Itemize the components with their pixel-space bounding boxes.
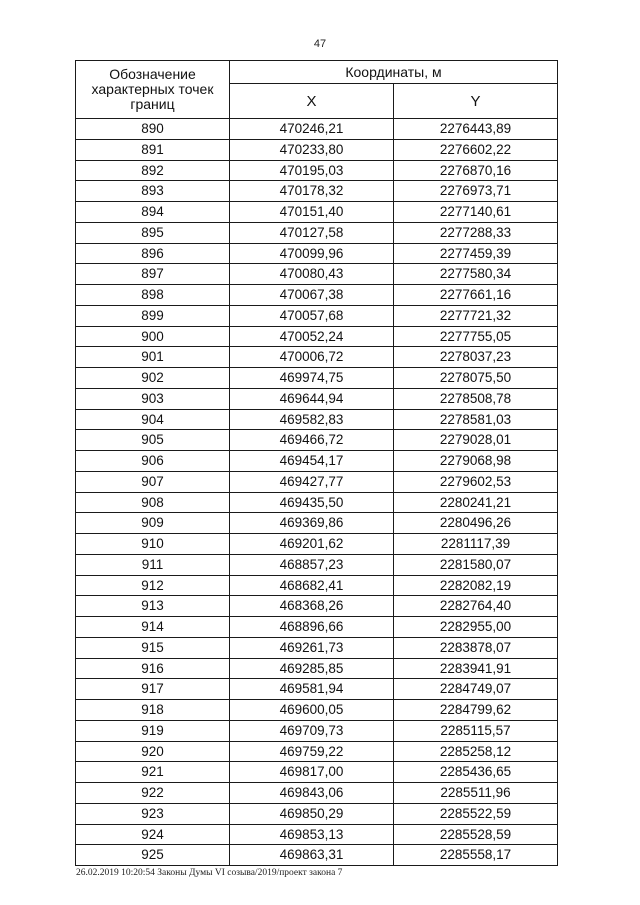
point-id-cell: 901: [76, 347, 230, 368]
y-coordinate-cell: 2282082,19: [394, 575, 558, 596]
y-coordinate-cell: 2285115,57: [394, 720, 558, 741]
x-coordinate-cell: 468857,23: [230, 554, 394, 575]
x-coordinate-cell: 470127,58: [230, 222, 394, 243]
point-id-cell: 891: [76, 139, 230, 160]
point-id-cell: 925: [76, 845, 230, 866]
x-coordinate-cell: 469843,06: [230, 783, 394, 804]
y-coordinate-cell: 2281580,07: [394, 554, 558, 575]
point-id-cell: 892: [76, 160, 230, 181]
y-coordinate-cell: 2277721,32: [394, 305, 558, 326]
y-coordinate-cell: 2285528,59: [394, 824, 558, 845]
x-coordinate-cell: 469759,22: [230, 741, 394, 762]
table-row: [76, 824, 558, 845]
table-row: [76, 409, 558, 430]
x-coordinate-cell: 469600,05: [230, 700, 394, 721]
x-coordinate-cell: 470246,21: [230, 119, 394, 140]
y-coordinate-cell: 2282764,40: [394, 596, 558, 617]
table-row: [76, 803, 558, 824]
point-id-cell: 895: [76, 222, 230, 243]
point-id-cell: 923: [76, 803, 230, 824]
table-row: [76, 326, 558, 347]
y-coordinate-cell: 2276870,16: [394, 160, 558, 181]
page-number: 47: [313, 38, 327, 50]
table-row: [76, 554, 558, 575]
table-row: [76, 762, 558, 783]
header-coordinates: Координаты, м: [230, 61, 558, 84]
table-row: [76, 471, 558, 492]
x-coordinate-cell: 469427,77: [230, 471, 394, 492]
y-coordinate-cell: 2277459,39: [394, 243, 558, 264]
y-coordinate-cell: 2277140,61: [394, 202, 558, 223]
table-row: [76, 658, 558, 679]
x-coordinate-cell: 469850,29: [230, 803, 394, 824]
x-coordinate-cell: 469454,17: [230, 451, 394, 472]
table-row: [76, 202, 558, 223]
x-coordinate-cell: 469435,50: [230, 492, 394, 513]
x-coordinate-cell: 469285,85: [230, 658, 394, 679]
point-id-cell: 916: [76, 658, 230, 679]
point-id-cell: 915: [76, 637, 230, 658]
y-coordinate-cell: 2280496,26: [394, 513, 558, 534]
x-coordinate-cell: 469582,83: [230, 409, 394, 430]
table-body: [76, 119, 558, 866]
x-coordinate-cell: 468682,41: [230, 575, 394, 596]
table-row: [76, 388, 558, 409]
point-id-cell: 924: [76, 824, 230, 845]
point-id-cell: 908: [76, 492, 230, 513]
table-row: [76, 430, 558, 451]
point-id-cell: 896: [76, 243, 230, 264]
point-id-cell: 918: [76, 700, 230, 721]
y-coordinate-cell: 2281117,39: [394, 534, 558, 555]
point-id-cell: 897: [76, 264, 230, 285]
table-row: [76, 181, 558, 202]
table-header-row-top: [76, 61, 558, 84]
x-coordinate-cell: 469863,31: [230, 845, 394, 866]
x-coordinate-cell: 469201,62: [230, 534, 394, 555]
point-id-cell: 909: [76, 513, 230, 534]
y-coordinate-cell: 2276973,71: [394, 181, 558, 202]
coordinates-table: [75, 60, 558, 866]
y-coordinate-cell: 2285436,65: [394, 762, 558, 783]
point-id-cell: 900: [76, 326, 230, 347]
x-coordinate-cell: 469369,86: [230, 513, 394, 534]
x-coordinate-cell: 469853,13: [230, 824, 394, 845]
point-id-cell: 921: [76, 762, 230, 783]
table-row: [76, 305, 558, 326]
x-coordinate-cell: 469709,73: [230, 720, 394, 741]
table-row: [76, 845, 558, 866]
x-coordinate-cell: 470178,32: [230, 181, 394, 202]
y-coordinate-cell: 2285258,12: [394, 741, 558, 762]
y-coordinate-cell: 2285511,96: [394, 783, 558, 804]
x-coordinate-cell: 470195,03: [230, 160, 394, 181]
y-coordinate-cell: 2279028,01: [394, 430, 558, 451]
y-coordinate-cell: 2277580,34: [394, 264, 558, 285]
x-coordinate-cell: 469817,00: [230, 762, 394, 783]
table-row: [76, 285, 558, 306]
table-row: [76, 679, 558, 700]
table-row: [76, 119, 558, 140]
x-coordinate-cell: 468896,66: [230, 617, 394, 638]
table-row: [76, 222, 558, 243]
y-coordinate-cell: 2279602,53: [394, 471, 558, 492]
point-id-cell: 902: [76, 368, 230, 389]
header-x: X: [230, 84, 394, 119]
y-coordinate-cell: 2282955,00: [394, 617, 558, 638]
x-coordinate-cell: 469466,72: [230, 430, 394, 451]
table-row: [76, 451, 558, 472]
x-coordinate-cell: 468368,26: [230, 596, 394, 617]
y-coordinate-cell: 2279068,98: [394, 451, 558, 472]
header-y: Y: [394, 84, 558, 119]
table-row: [76, 139, 558, 160]
table-row: [76, 720, 558, 741]
point-id-cell: 907: [76, 471, 230, 492]
table-row: [76, 160, 558, 181]
point-id-cell: 903: [76, 388, 230, 409]
point-id-cell: 906: [76, 451, 230, 472]
point-id-cell: 905: [76, 430, 230, 451]
y-coordinate-cell: 2283878,07: [394, 637, 558, 658]
y-coordinate-cell: 2278037,23: [394, 347, 558, 368]
x-coordinate-cell: 470006,72: [230, 347, 394, 368]
y-coordinate-cell: 2276443,89: [394, 119, 558, 140]
point-id-cell: 894: [76, 202, 230, 223]
y-coordinate-cell: 2283941,91: [394, 658, 558, 679]
table-row: [76, 347, 558, 368]
point-id-cell: 899: [76, 305, 230, 326]
y-coordinate-cell: 2278581,03: [394, 409, 558, 430]
y-coordinate-cell: 2278508,78: [394, 388, 558, 409]
point-id-cell: 893: [76, 181, 230, 202]
x-coordinate-cell: 470099,96: [230, 243, 394, 264]
point-id-cell: 910: [76, 534, 230, 555]
x-coordinate-cell: 470080,43: [230, 264, 394, 285]
table-row: [76, 264, 558, 285]
y-coordinate-cell: 2276602,22: [394, 139, 558, 160]
y-coordinate-cell: 2277755,05: [394, 326, 558, 347]
point-id-cell: 919: [76, 720, 230, 741]
x-coordinate-cell: 470151,40: [230, 202, 394, 223]
table-row: [76, 700, 558, 721]
table-row: [76, 637, 558, 658]
x-coordinate-cell: 469261,73: [230, 637, 394, 658]
y-coordinate-cell: 2277661,16: [394, 285, 558, 306]
table-row: [76, 617, 558, 638]
point-id-cell: 912: [76, 575, 230, 596]
x-coordinate-cell: 469974,75: [230, 368, 394, 389]
table-row: [76, 513, 558, 534]
table-row: [76, 783, 558, 804]
point-id-cell: 920: [76, 741, 230, 762]
x-coordinate-cell: 469644,94: [230, 388, 394, 409]
table-row: [76, 492, 558, 513]
y-coordinate-cell: 2285522,59: [394, 803, 558, 824]
table-row: [76, 741, 558, 762]
point-id-cell: 904: [76, 409, 230, 430]
y-coordinate-cell: 2280241,21: [394, 492, 558, 513]
point-id-cell: 898: [76, 285, 230, 306]
x-coordinate-cell: 469581,94: [230, 679, 394, 700]
y-coordinate-cell: 2284749,07: [394, 679, 558, 700]
table-row: [76, 596, 558, 617]
y-coordinate-cell: 2277288,33: [394, 222, 558, 243]
point-id-cell: 911: [76, 554, 230, 575]
header-designation: Обозначение характерных точек границ: [76, 61, 230, 119]
table-row: [76, 243, 558, 264]
point-id-cell: 913: [76, 596, 230, 617]
x-coordinate-cell: 470233,80: [230, 139, 394, 160]
table-row: [76, 575, 558, 596]
table-row: [76, 534, 558, 555]
point-id-cell: 917: [76, 679, 230, 700]
y-coordinate-cell: 2278075,50: [394, 368, 558, 389]
x-coordinate-cell: 470057,68: [230, 305, 394, 326]
y-coordinate-cell: 2284799,62: [394, 700, 558, 721]
y-coordinate-cell: 2285558,17: [394, 845, 558, 866]
x-coordinate-cell: 470067,38: [230, 285, 394, 306]
table-row: [76, 368, 558, 389]
point-id-cell: 914: [76, 617, 230, 638]
point-id-cell: 922: [76, 783, 230, 804]
footer-note: 26.02.2019 10:20:54 Законы Думы VI созыва/2019/проект закона 7: [76, 868, 343, 878]
x-coordinate-cell: 470052,24: [230, 326, 394, 347]
point-id-cell: 890: [76, 119, 230, 140]
